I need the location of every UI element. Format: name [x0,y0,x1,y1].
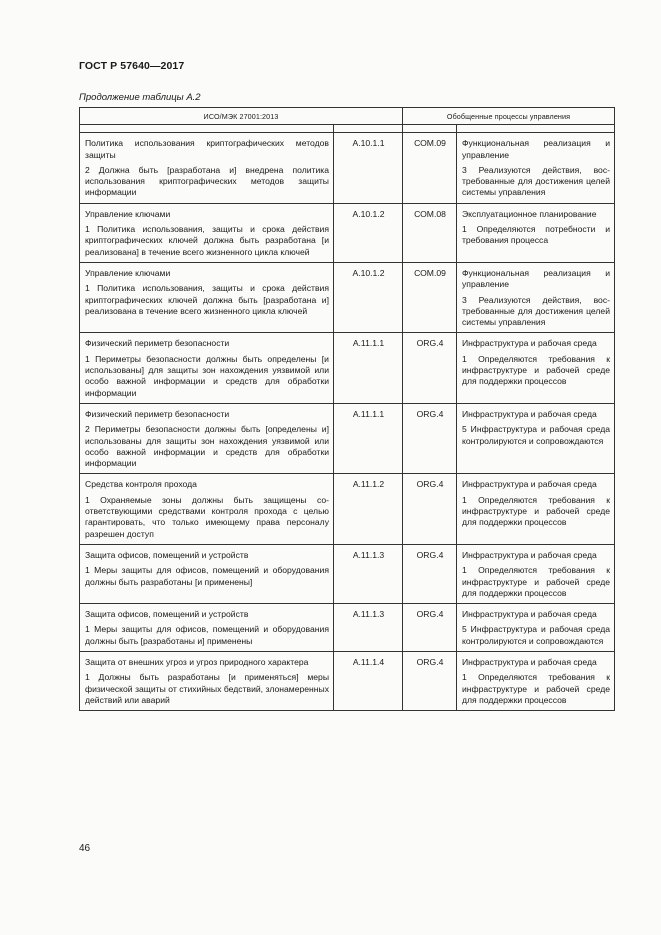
table-header-row [80,108,615,125]
requirement-title: Физический периметр безопасности [85,408,230,419]
process-cell [457,651,615,710]
control-ref: А.11.1.3 [352,609,385,620]
control-ref-cell [334,604,403,652]
control-ref: А.10.1.2 [352,208,385,219]
requirement-text: 2 Должна быть [разработана и] внедрена политика использования криптографических методов защиты информации [85,164,329,198]
requirement-title: Политика использования криптографических методов защиты [85,138,329,160]
process-code-cell [403,651,457,710]
requirement-text: 1 Политика использования, защиты и срока действия криптографических ключей должна быть разработана [и реализована] в течение всего жизненного цикла ключей [85,224,329,257]
header-iso: ИСО/МЭК 27001:2013 [80,108,403,125]
control-ref-cell [334,133,403,203]
process-cell [457,262,615,332]
process-code: ORG.4 [416,338,444,349]
process-text: 5 Инфраструктура и рабочая среда контролируются и сопровождаются [462,624,611,646]
process-name: Инфраструктура и рабочая среда [462,609,597,620]
process-name: Функциональная реализация и управление [462,267,611,290]
requirement-text: 1 Политика использования, защиты и срока действия криптографических ключей должна быть [разработана и] реализована в течение всего жизненного цикла ключей [85,283,329,316]
process-cell [457,474,615,544]
process-code-cell [403,133,457,203]
process-text: 1 Определяются требования к инфраструктуре и рабочей среде для поддержки процессов [462,353,611,387]
requirement-title: Средства контроля прохода [85,479,197,490]
page-number: 46 [79,843,91,854]
process-text: 1 Определяются потребности и требования процесса [462,224,611,246]
process-name: Инфраструктура и рабочая среда [462,408,597,419]
requirement-cell [80,403,334,473]
control-ref: А.11.1.4 [352,656,385,667]
control-ref-cell [334,651,403,710]
table-row [80,203,615,262]
process-code-cell [403,403,457,473]
process-code: СОМ.08 [414,208,446,219]
process-code-cell [403,333,457,403]
table-row [80,544,615,603]
process-code-cell [403,203,457,262]
requirement-text: 2 Периметры безопасности должны быть [определены и] использованы для защиты зон нахождения уязвимой или особо важной информации и средств для обработки информации [85,424,329,469]
process-text: 3 Реализуются действия, востребованные для достижения целей системы управления [462,164,611,198]
process-cell [457,203,615,262]
requirement-cell [80,651,334,710]
control-ref-cell [334,203,403,262]
control-ref: А.11.1.1 [352,338,385,349]
control-ref-cell [334,544,403,603]
requirement-title: Защита офисов, помещений и устройств [85,549,249,560]
table-row [80,403,615,473]
requirement-cell [80,333,334,403]
control-ref: А.10.1.2 [352,267,385,278]
process-cell [457,333,615,403]
process-cell [457,133,615,203]
process-cell [457,604,615,652]
process-cell [457,544,615,603]
process-code: ORG.4 [416,609,444,620]
requirement-title: Защита от внешних угроз и угроз природного характера [85,656,309,667]
table-row [80,604,615,652]
process-code: ORG.4 [416,656,444,667]
requirement-cell [80,262,334,332]
requirement-text: 1 Меры защиты для офисов, помещений и оборудования должны быть разработаны [и применены] [85,565,329,587]
process-code: ORG.4 [416,408,444,419]
control-ref-cell [334,403,403,473]
process-cell [457,403,615,473]
process-text: 1 Определяются требования к инфраструктуре и рабочей среде для поддержки процессов [462,494,611,528]
process-text: 1 Определяются требования к инфраструктуре и рабочей среде для поддержки процессов [462,672,611,705]
table-row [80,333,615,403]
requirement-text: 1 Охраняемые зоны должны быть защищены соответствующими средствами контроля прохода с целью гарантировать, что только имеющему права персоналу разрешен доступ [85,494,329,539]
table-caption: Продолжение таблицы А.2 [79,92,201,103]
document-id: ГОСТ Р 57640—2017 [79,60,185,72]
table-row [80,262,615,332]
process-text: 3 Реализуются действия, востребованные для достижения целей системы управления [462,294,611,328]
requirement-title: Управление ключами [85,208,171,219]
process-text: 5 Инфраструктура и рабочая среда контролируются и сопровождаются [462,424,611,446]
control-ref: А.11.1.1 [352,408,385,419]
requirement-text: 1 Периметры безопасности должны быть определены [и использованы] для защиты зон нахождения уязвимой или особо важной информации и средств для обработки информации [85,353,329,398]
process-code: СОМ.09 [414,138,446,149]
requirement-title: Защита офисов, помещений и устройств [85,609,249,620]
requirement-cell [80,604,334,652]
process-name: Инфраструктура и рабочая среда [462,479,597,490]
requirement-cell [80,544,334,603]
requirement-cell [80,203,334,262]
control-ref: А.11.1.3 [352,549,385,560]
requirement-text: 1 Меры защиты для офисов, помещений и оборудования должны быть [разработаны и] применены [85,624,329,646]
process-code-cell [403,474,457,544]
process-name: Инфраструктура и рабочая среда [462,656,597,667]
mapping-table [79,107,615,711]
header-spacer-row [80,125,615,133]
process-code: ORG.4 [416,479,444,490]
process-code-cell [403,604,457,652]
process-code: СОМ.09 [414,267,446,278]
control-ref: А.10.1.1 [352,138,385,149]
process-name: Инфраструктура и рабочая среда [462,549,597,560]
process-code-cell [403,262,457,332]
process-name: Функциональная реализация и управление [462,138,611,160]
process-text: 1 Определяются требования к инфраструктуре и рабочей среде для поддержки процессов [462,565,611,598]
control-ref-cell [334,474,403,544]
table-row [80,651,615,710]
process-name: Инфраструктура и рабочая среда [462,338,597,349]
requirement-cell [80,474,334,544]
table-row [80,474,615,544]
control-ref-cell [334,333,403,403]
process-code-cell [403,544,457,603]
requirement-title: Физический периметр безопасности [85,338,230,349]
control-ref-cell [334,262,403,332]
requirement-title: Управление ключами [85,267,171,278]
control-ref: А.11.1.2 [352,479,385,490]
table-row [80,133,615,203]
requirement-text: 1 Должны быть разработаны [и применяться] меры физической защиты от стихийных бедствий, злонамеренных действий или аварий [85,672,329,705]
process-name: Эксплуатационное планирование [462,208,597,219]
header-processes: Обобщенные процессы управления [403,108,615,125]
requirement-cell [80,133,334,203]
process-code: ORG.4 [416,549,444,560]
